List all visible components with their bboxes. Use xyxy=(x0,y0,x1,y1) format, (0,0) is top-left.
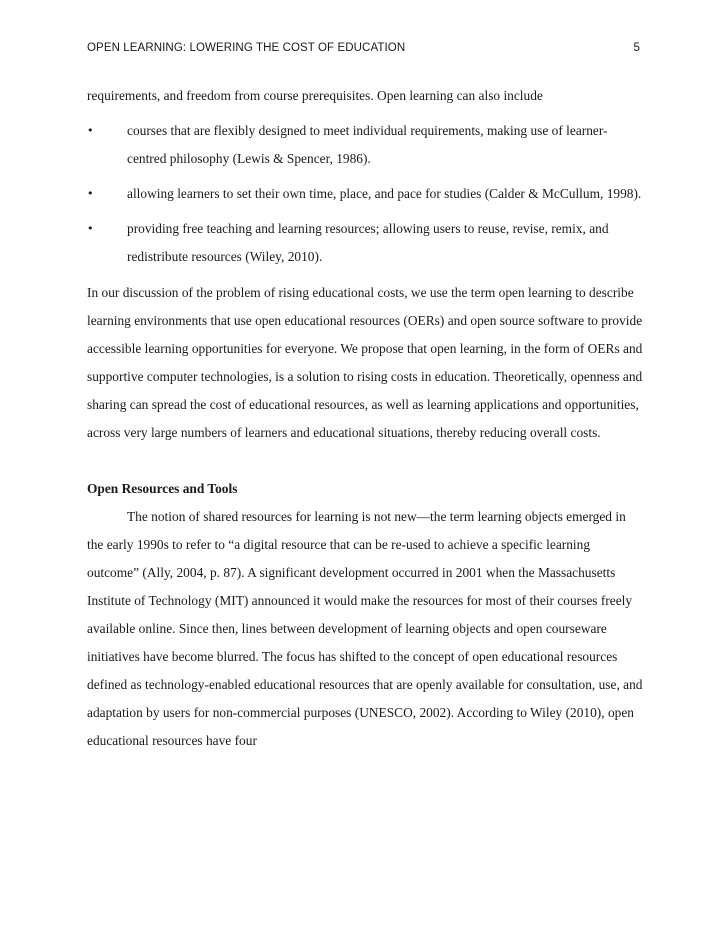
body-text xyxy=(87,82,643,755)
bullet-list xyxy=(87,117,643,271)
paragraph-open-resources: The notion of shared resources for learning is not new—the term learning objects emerged in the early 1990s to refer to “a digital resource that can be re-used to achieve a specific learning outcome” (Ally, 2004, p. 87). A significant development occurred in 2001 when the Massachusetts Institute of Technology (MIT) announced it would make the resources for most of their courses freely available online. Since then, lines between development of learning objects and open courseware initiatives have become blurred. The focus has shifted to the concept of open educational resources defined as technology-enabled educational resources that are openly available for consultation, use, and adaptation by users for non-commercial purposes (UNESCO, 2002). According to Wiley (2010), open educational resources have four xyxy=(87,509,643,748)
section-heading: Open Resources and Tools xyxy=(87,481,238,496)
running-head xyxy=(87,42,640,58)
page-number: 5 xyxy=(633,42,640,54)
intro-line: requirements, and freedom from course prerequisites. Open learning can also include xyxy=(87,88,543,103)
bullet-icon: • xyxy=(87,187,94,200)
bullet-icon: • xyxy=(87,222,94,235)
paragraph-open-learning: In our discussion of the problem of rising educational costs, we use the term open learning to describe learning environments that use open educational resources (OERs) and open source software to provide accessible learning opportunities for everyone. We propose that open learning, in the form of OERs and supportive computer technologies, is a solution to rising costs in education. Theoretically, openness and sharing can spread the cost of educational resources, as well as learning applications and opportunities, across very large numbers of learners and educational situations, thereby reducing overall costs. xyxy=(87,285,643,440)
bullet-item xyxy=(87,117,643,173)
running-title: OPEN LEARNING: LOWERING THE COST OF EDUCATION xyxy=(87,42,406,54)
bullet-text: providing free teaching and learning resources; allowing users to reuse, revise, remix, and redistribute resources (Wiley, 2010). xyxy=(127,221,609,264)
bullet-icon: • xyxy=(87,124,94,137)
bullet-item xyxy=(87,215,643,271)
bullet-item xyxy=(87,180,643,208)
bullet-text: courses that are flexibly designed to meet individual requirements, making use of learner-centred philosophy (Lewis & Spencer, 1986). xyxy=(127,123,608,166)
bullet-text: allowing learners to set their own time, place, and pace for studies (Calder & McCullum, 1998). xyxy=(127,186,642,201)
